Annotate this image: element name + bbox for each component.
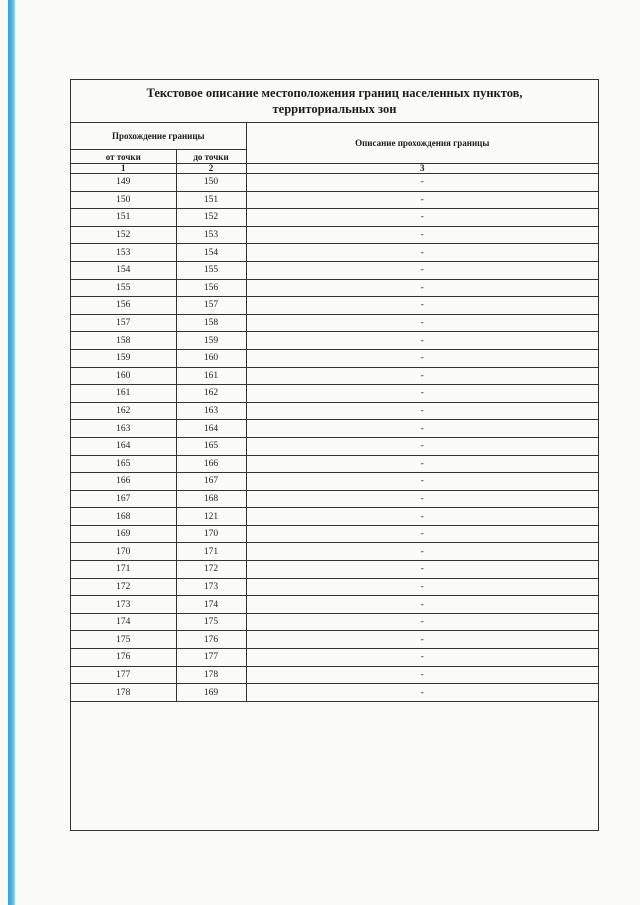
cell-to-point: 178 [176, 666, 246, 684]
table-row [71, 437, 598, 455]
cell-from-point: 173 [71, 596, 176, 614]
cell-description: - [246, 543, 598, 561]
table-row [71, 174, 598, 192]
cell-from-point: 162 [71, 402, 176, 420]
table-row [71, 473, 598, 491]
document-frame [70, 79, 599, 831]
cell-from-point: 172 [71, 578, 176, 596]
cell-to-point: 176 [176, 631, 246, 649]
cell-description: - [246, 613, 598, 631]
cell-from-point: 156 [71, 297, 176, 315]
cell-to-point: 170 [176, 525, 246, 543]
cell-description: - [246, 385, 598, 403]
cell-to-point: 169 [176, 684, 246, 702]
cell-to-point: 172 [176, 561, 246, 579]
title-line-1: Текстовое описание местоположения границ населенных пунктов, [146, 86, 523, 100]
table-row [71, 279, 598, 297]
cell-from-point: 158 [71, 332, 176, 350]
cell-to-point: 161 [176, 367, 246, 385]
cell-from-point: 149 [71, 174, 176, 192]
cell-from-point: 164 [71, 437, 176, 455]
cell-to-point: 159 [176, 332, 246, 350]
table-row [71, 244, 598, 262]
cell-description: - [246, 367, 598, 385]
cell-from-point: 168 [71, 508, 176, 526]
table-row [71, 261, 598, 279]
cell-description: - [246, 261, 598, 279]
cell-from-point: 163 [71, 420, 176, 438]
cell-to-point: 165 [176, 437, 246, 455]
table-row [71, 543, 598, 561]
cell-from-point: 178 [71, 684, 176, 702]
cell-description: - [246, 191, 598, 209]
cell-to-point: 158 [176, 314, 246, 332]
table-row [71, 332, 598, 350]
cell-from-point: 177 [71, 666, 176, 684]
table-row [71, 596, 598, 614]
cell-from-point: 151 [71, 209, 176, 227]
cell-to-point: 150 [176, 174, 246, 192]
cell-description: - [246, 455, 598, 473]
table-row [71, 349, 598, 367]
cell-from-point: 165 [71, 455, 176, 473]
cell-to-point: 121 [176, 508, 246, 526]
cell-description: - [246, 578, 598, 596]
cell-description: - [246, 473, 598, 491]
table-row [71, 684, 598, 702]
cell-to-point: 166 [176, 455, 246, 473]
cell-description: - [246, 332, 598, 350]
table-row [71, 649, 598, 667]
cell-description: - [246, 244, 598, 262]
cell-to-point: 175 [176, 613, 246, 631]
cell-from-point: 160 [71, 367, 176, 385]
cell-to-point: 155 [176, 261, 246, 279]
table-row [71, 191, 598, 209]
table-row [71, 490, 598, 508]
cell-description: - [246, 561, 598, 579]
cell-to-point: 174 [176, 596, 246, 614]
table-row [71, 508, 598, 526]
binding-edge-strip [8, 0, 15, 905]
cell-description: - [246, 437, 598, 455]
cell-description: - [246, 666, 598, 684]
table-body [71, 174, 598, 702]
cell-description: - [246, 525, 598, 543]
cell-from-point: 157 [71, 314, 176, 332]
table-row [71, 402, 598, 420]
table-row [71, 420, 598, 438]
cell-from-point: 159 [71, 349, 176, 367]
cell-from-point: 166 [71, 473, 176, 491]
cell-description: - [246, 174, 598, 192]
cell-description: - [246, 490, 598, 508]
cell-to-point: 168 [176, 490, 246, 508]
cell-from-point: 167 [71, 490, 176, 508]
boundary-table [71, 123, 598, 702]
table-row [71, 578, 598, 596]
title-line-2: территориальных зон [272, 102, 397, 116]
cell-description: - [246, 209, 598, 227]
cell-to-point: 163 [176, 402, 246, 420]
cell-to-point: 152 [176, 209, 246, 227]
cell-from-point: 150 [71, 191, 176, 209]
header-col-2: 2 [176, 164, 246, 174]
cell-from-point: 170 [71, 543, 176, 561]
table-row [71, 209, 598, 227]
cell-description: - [246, 297, 598, 315]
table-row [71, 666, 598, 684]
cell-from-point: 155 [71, 279, 176, 297]
cell-from-point: 174 [71, 613, 176, 631]
cell-to-point: 167 [176, 473, 246, 491]
cell-from-point: 152 [71, 226, 176, 244]
cell-description: - [246, 226, 598, 244]
cell-description: - [246, 420, 598, 438]
cell-to-point: 153 [176, 226, 246, 244]
table-row [71, 367, 598, 385]
cell-from-point: 153 [71, 244, 176, 262]
cell-to-point: 160 [176, 349, 246, 367]
cell-from-point: 171 [71, 561, 176, 579]
cell-from-point: 176 [71, 649, 176, 667]
cell-to-point: 154 [176, 244, 246, 262]
header-col-3: 3 [246, 164, 598, 174]
header-to-point: до точки [176, 150, 246, 164]
document-title [71, 80, 598, 123]
cell-description: - [246, 508, 598, 526]
cell-description: - [246, 314, 598, 332]
header-col-1: 1 [71, 164, 176, 174]
table-row [71, 525, 598, 543]
cell-to-point: 156 [176, 279, 246, 297]
cell-description: - [246, 649, 598, 667]
cell-to-point: 177 [176, 649, 246, 667]
table-row [71, 561, 598, 579]
cell-to-point: 157 [176, 297, 246, 315]
cell-to-point: 164 [176, 420, 246, 438]
header-from-point: от точки [71, 150, 176, 164]
cell-from-point: 161 [71, 385, 176, 403]
table-row [71, 314, 598, 332]
table-row [71, 631, 598, 649]
cell-from-point: 169 [71, 525, 176, 543]
cell-from-point: 175 [71, 631, 176, 649]
table-row [71, 613, 598, 631]
table-row [71, 385, 598, 403]
cell-to-point: 162 [176, 385, 246, 403]
cell-from-point: 154 [71, 261, 176, 279]
cell-description: - [246, 684, 598, 702]
table-row [71, 297, 598, 315]
table-row [71, 455, 598, 473]
table-row [71, 226, 598, 244]
header-passage: Прохождение границы [71, 123, 246, 150]
cell-to-point: 151 [176, 191, 246, 209]
header-description: Описание прохождения границы [246, 123, 598, 164]
cell-description: - [246, 349, 598, 367]
cell-description: - [246, 596, 598, 614]
cell-description: - [246, 279, 598, 297]
cell-to-point: 173 [176, 578, 246, 596]
cell-description: - [246, 402, 598, 420]
cell-description: - [246, 631, 598, 649]
cell-to-point: 171 [176, 543, 246, 561]
